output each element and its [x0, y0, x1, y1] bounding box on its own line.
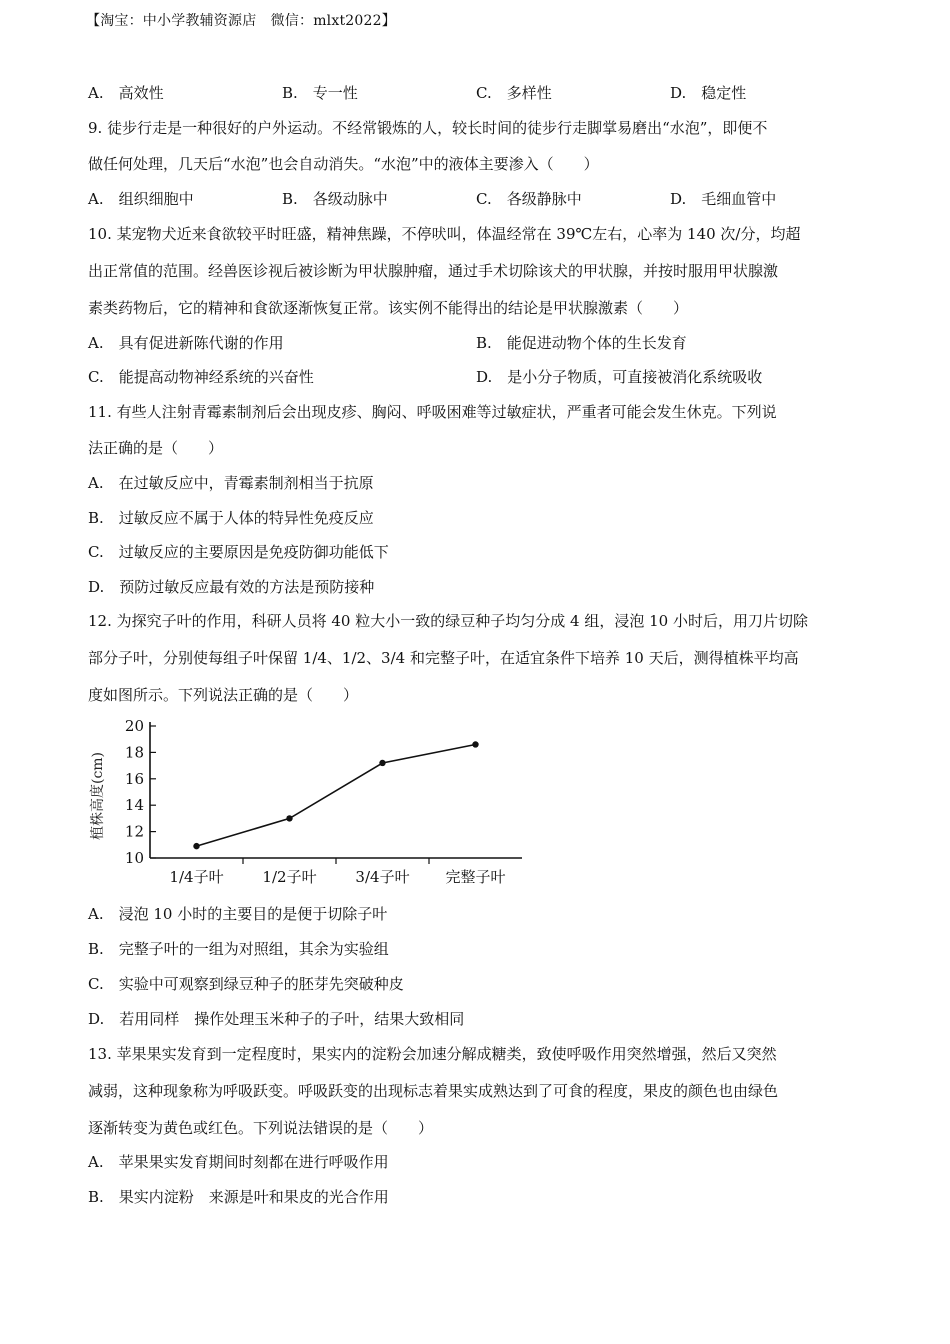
q13-option-b: B. 果实内淀粉 来源是叶和果皮的光合作用	[88, 1188, 389, 1206]
q8-option-d: D. 稳定性	[670, 84, 747, 102]
q12-option-d: D. 若用同样 操作处理玉米种子的子叶，结果大致相同	[88, 1010, 465, 1028]
chart-x-tick-label: 完整子叶	[445, 868, 506, 886]
chart-data-point	[379, 760, 385, 766]
q10-stem-line-3: 素类药物后，它的精神和食欲逐渐恢复正常。该实例不能得出的结论是甲状腺激素（ ）	[88, 299, 689, 317]
plant-height-chart	[88, 712, 528, 890]
chart-y-ticks	[125, 717, 156, 867]
q9-stem-line-1: 9. 徒步行走是一种很好的户外运动。不经常锻炼的人，较长时间的徒步行走脚掌易磨出“水泡”，即便不	[88, 119, 768, 137]
q13-stem-line-1: 13. 苹果果实发育到一定程度时，果实内的淀粉会加速分解成糖类，致使呼吸作用突然增强，然后又突然	[88, 1045, 777, 1063]
q9-option-b: B. 各级动脉中	[282, 190, 388, 208]
q10-option-b: B. 能促进动物个体的生长发育	[476, 334, 687, 352]
chart-x-tick-label: 1/2子叶	[262, 868, 317, 886]
q8-option-b: B. 专一性	[282, 84, 358, 102]
chart-y-tick-label: 16	[124, 769, 144, 788]
q12-stem-line-2: 部分子叶，分别使每组子叶保留 1/4、1/2、3/4 和完整子叶，在适宜条件下培养 10 天后，测得植株平均高	[88, 649, 799, 667]
chart-x-ticks	[169, 858, 505, 886]
q9-option-d: D. 毛细血管中	[670, 190, 777, 208]
chart-x-tick-label: 3/4子叶	[355, 868, 410, 886]
q11-stem-line-2: 法正确的是（ ）	[88, 439, 224, 457]
chart-series-line	[197, 744, 476, 846]
chart-y-tick-label: 12	[124, 822, 144, 841]
chart-y-tick-label: 10	[124, 849, 144, 867]
chart-y-axis-label: 植株高度(cm)	[90, 751, 106, 841]
q9-stem-line-2: 做任何处理，几天后“水泡”也会自动消失。“水泡”中的液体主要渗入（ ）	[88, 155, 599, 173]
q8-option-c: C. 多样性	[476, 84, 552, 102]
q10-option-c: C. 能提高动物神经系统的兴奋性	[88, 368, 314, 386]
q13-stem-line-3: 逐渐转变为黄色或红色。下列说法错误的是（ ）	[88, 1119, 434, 1137]
q9-option-c: C. 各级静脉中	[476, 190, 582, 208]
q11-option-b: B. 过敏反应不属于人体的特异性免疫反应	[88, 509, 374, 527]
q11-option-d: D. 预防过敏反应最有效的方法是预防接种	[88, 578, 375, 596]
q11-stem-line-1: 11. 有些人注射青霉素制剂后会出现皮疹、胸闷、呼吸困难等过敏症状，严重者可能会发生休克。下列说	[88, 403, 777, 421]
chart-y-tick-label: 18	[124, 743, 144, 762]
q12-option-b: B. 完整子叶的一组为对照组，其余为实验组	[88, 940, 389, 958]
q13-stem-line-2: 减弱，这种现象称为呼吸跃变。呼吸跃变的出现标志着果实成熟达到了可食的程度，果皮的颜色也由绿色	[88, 1082, 779, 1100]
chart-series	[193, 741, 478, 849]
chart-y-tick-label: 20	[124, 717, 144, 735]
q12-stem-line-3: 度如图所示。下列说法正确的是（ ）	[88, 686, 359, 704]
chart-data-point	[472, 741, 478, 747]
page-header: 【淘宝：中小学教辅资源店 微信：mlxt2022】	[86, 13, 396, 29]
q10-stem-line-2: 出正常值的范围。经兽医诊视后被诊断为甲状腺肿瘤，通过手术切除该犬的甲状腺，并按时服用甲状腺激	[88, 262, 779, 280]
q10-option-d: D. 是小分子物质，可直接被消化系统吸收	[476, 368, 763, 386]
chart-data-point	[193, 843, 199, 849]
chart-data-point	[286, 815, 292, 821]
q9-option-a: A. 组织细胞中	[88, 190, 194, 208]
q10-stem-line-1: 10. 某宠物犬近来食欲较平时旺盛，精神焦躁，不停吠叫，体温经常在 39℃左右，心率为 140 次/分，均超	[88, 225, 801, 243]
q10-option-a: A. 具有促进新陈代谢的作用	[88, 334, 284, 352]
q11-option-a: A. 在过敏反应中，青霉素制剂相当于抗原	[88, 474, 374, 492]
q12-stem-line-1: 12. 为探究子叶的作用，科研人员将 40 粒大小一致的绿豆种子均匀分成 4 组，浸泡 10 小时后，用刀片切除	[88, 612, 808, 630]
chart-x-tick-label: 1/4子叶	[169, 868, 224, 886]
q12-option-a: A. 浸泡 10 小时的主要目的是便于切除子叶	[88, 905, 388, 923]
chart-y-tick-label: 14	[124, 796, 144, 815]
q12-option-c: C. 实验中可观察到绿豆种子的胚芽先突破种皮	[88, 975, 404, 993]
q13-option-a: A. 苹果果实发育期间时刻都在进行呼吸作用	[88, 1153, 389, 1171]
q8-option-a: A. 高效性	[88, 84, 164, 102]
q11-option-c: C. 过敏反应的主要原因是免疫防御功能低下	[88, 543, 389, 561]
